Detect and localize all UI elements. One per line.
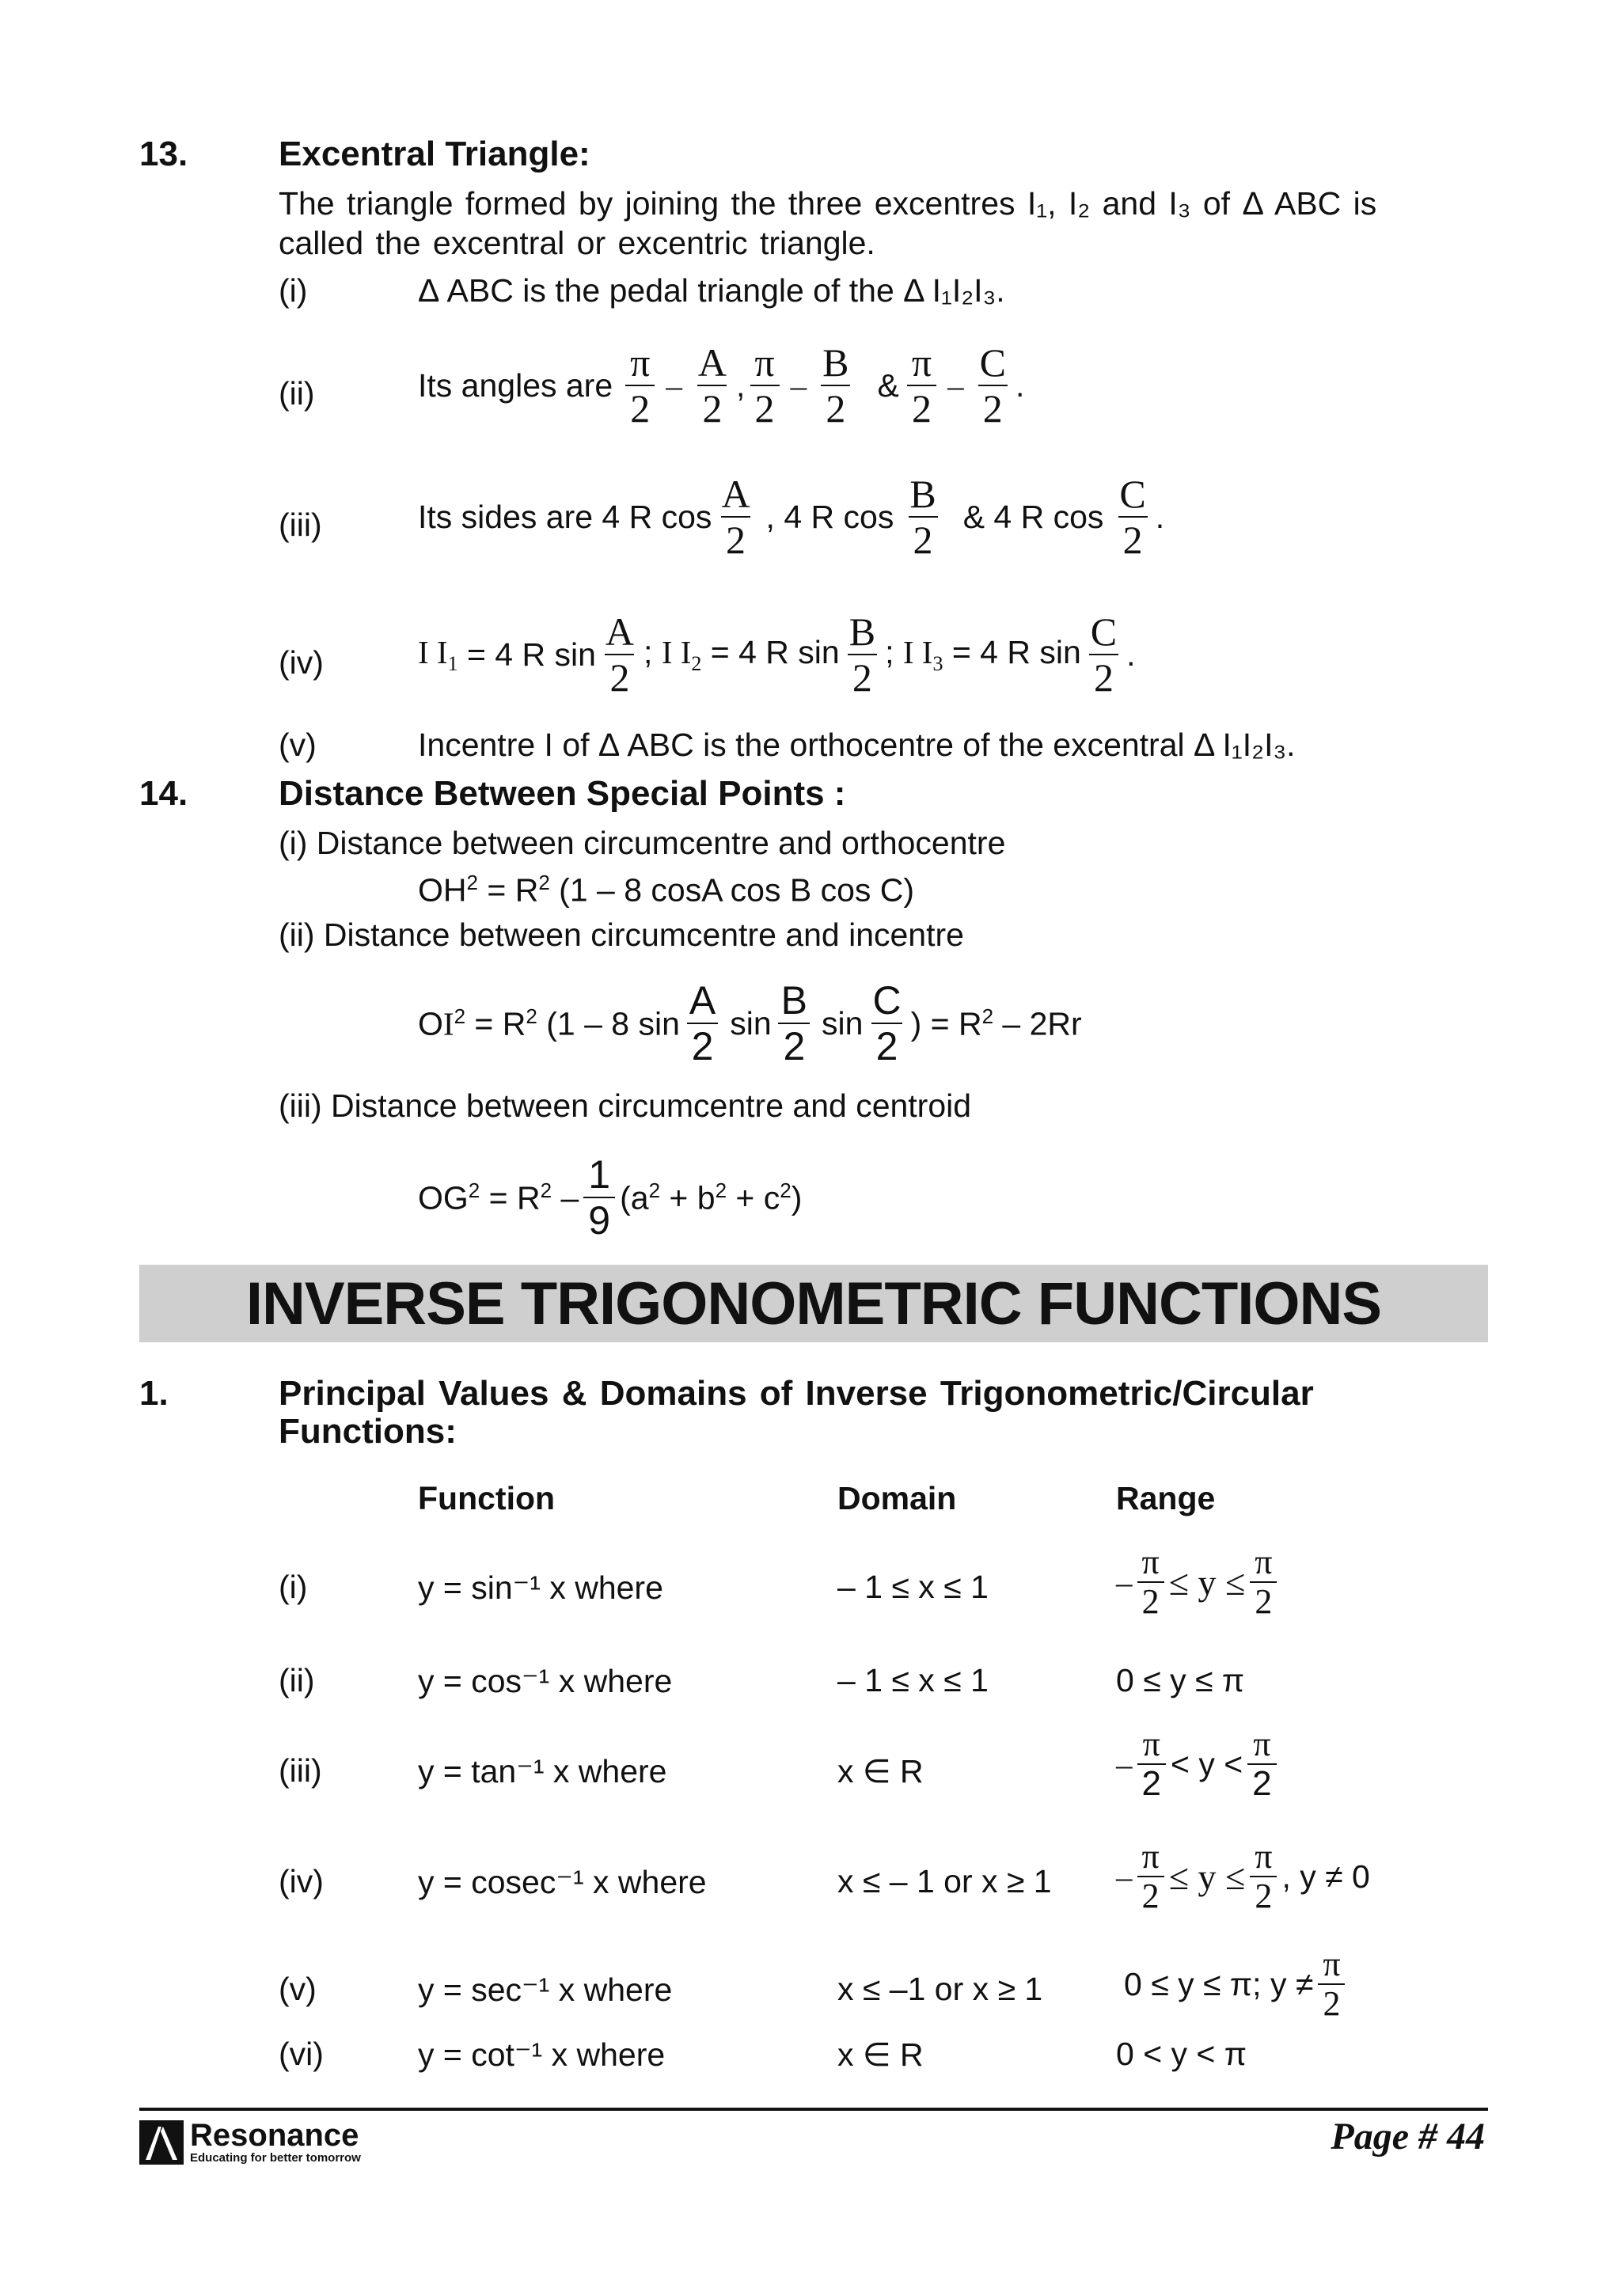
fraction: $\frac{C}{2}$ xyxy=(979,340,1006,431)
subsection-title: (ii) Distance between circumcentre and incentre xyxy=(279,917,964,953)
fraction: $\frac{\pi}{2}$ xyxy=(1250,1838,1277,1915)
item-label: (iv) xyxy=(279,644,324,681)
fraction: $\frac{\pi}{2}$ xyxy=(625,340,655,431)
subsection-title: (iii) Distance between circumcentre and centroid xyxy=(279,1087,972,1124)
row-label: (iv) xyxy=(279,1863,324,1899)
sides-formula: Its sides are 4 R cos $\frac{A}{2}$ , 4 R cos $\frac{B}{2}$ & 4 R cos $\frac{C}{2}$ . xyxy=(418,472,1165,562)
row-function: y = sin⁻¹ x where xyxy=(418,1569,663,1606)
page-number: Page # 44 xyxy=(1331,2116,1485,2157)
fraction: $\frac{C}{2}$ xyxy=(1090,609,1118,700)
fraction: $\frac{\pi}{2}$ xyxy=(1318,1945,1345,2023)
item-label: (i) xyxy=(279,272,308,309)
fraction: $\frac{C}{2}$ xyxy=(1119,472,1146,562)
intro-line: called the excentral or excentric triangle. xyxy=(279,225,875,261)
fraction: $\frac{\pi}{2}$ xyxy=(907,340,936,431)
angles-formula: Its angles are $\frac{\pi}{2}$ – $\frac{A}{2}$ , $\frac{\pi}{2}$ – $\frac{B}{2}$ & $\frac{\pi}{2}$ – $\frac{C}{2}$ . xyxy=(418,340,1025,431)
subsection-title: (i) Distance between circumcentre and orthocentre xyxy=(279,825,1006,861)
column-header-domain: Domain xyxy=(837,1480,957,1516)
row-range: 0 ≤ y ≤ π; y ≠ $\frac{\pi}{2}$ xyxy=(1124,1945,1350,2023)
section-title: Principal Values & Domains of Inverse Trigonometric/Circular xyxy=(279,1374,1314,1413)
row-function: y = tan⁻¹ x where xyxy=(418,1753,667,1789)
item-prefix: Its sides are 4 R cos xyxy=(418,498,712,535)
column-header-range: Range xyxy=(1116,1480,1216,1516)
item-text: Δ ABC is the pedal triangle of the Δ I₁I₂I₃. xyxy=(418,272,1005,309)
row-domain: x ≤ –1 or x ≥ 1 xyxy=(837,1971,1043,2007)
row-function: y = cosec⁻¹ x where xyxy=(418,1864,707,1900)
fraction: $\frac{A}{2}$ xyxy=(605,609,635,700)
row-domain: x ∈ R xyxy=(837,1753,924,1789)
item-label: (iii) xyxy=(279,507,322,543)
column-header-function: Function xyxy=(418,1480,556,1516)
row-domain: x ≤ – 1 or x ≥ 1 xyxy=(837,1863,1052,1899)
fraction: $\frac{\pi}{2}$ xyxy=(1247,1725,1276,1803)
row-label: (i) xyxy=(279,1569,308,1605)
section-number: 1. xyxy=(139,1374,169,1413)
section-number: 13. xyxy=(139,135,188,173)
fraction: $\frac{A}{2}$ xyxy=(697,340,727,431)
brand-name: Resonance xyxy=(190,2118,359,2153)
fraction: $\frac{A}{2}$ xyxy=(685,978,720,1068)
fraction: $\frac{A}{2}$ xyxy=(721,472,750,562)
footer-divider xyxy=(139,2108,1488,2111)
section-title: Functions: xyxy=(279,1412,457,1451)
item-label: (v) xyxy=(279,727,317,763)
excentre-distance-formula: I $I_1$ = 4 R sin $\frac{A}{2}$ ; I $I_2 = 4$ R sin $\frac{B}{2}$ ; I $I_3 = 4$ R sin $\frac{C}{2}$ . xyxy=(418,609,1136,700)
row-range: 0 ≤ y ≤ π xyxy=(1116,1662,1245,1698)
row-label: (iii) xyxy=(279,1752,322,1789)
fraction: $\frac{\pi}{2}$ xyxy=(1137,1543,1164,1621)
section-title: Excentral Triangle: xyxy=(279,135,590,173)
resonance-logo xyxy=(139,2118,361,2167)
fraction: $\frac{B}{2}$ xyxy=(776,978,812,1068)
row-domain: – 1 ≤ x ≤ 1 xyxy=(837,1662,989,1698)
fraction: $\frac{B}{2}$ xyxy=(909,472,936,562)
row-function: y = cos⁻¹ x where xyxy=(418,1663,673,1699)
row-label: (ii) xyxy=(279,1662,315,1698)
fraction: $\frac{\pi}{2}$ xyxy=(1250,1543,1277,1621)
chapter-banner xyxy=(139,1265,1488,1342)
item-text: Incentre I of Δ ABC is the orthocentre of the excentral Δ I₁I₂I₃. xyxy=(418,727,1296,763)
section-number: 14. xyxy=(139,774,188,813)
row-range: 0 < y < π xyxy=(1116,2036,1247,2072)
item-prefix: Its angles are xyxy=(418,366,613,404)
row-label: (v) xyxy=(279,1971,317,2007)
formula-og: $OG^2 = R^2$ – $\frac{1}{9}$ $(a^2 + b^2 + c^2)$ xyxy=(418,1152,803,1243)
brand-tagline: Educating for better tomorrow xyxy=(190,2151,361,2165)
intro-line: The triangle formed by joining the three excentres I₁, I₂ and I₃ of Δ ABC is xyxy=(279,185,1377,222)
logo-mark-icon xyxy=(139,2120,184,2165)
row-range: – $\frac{\pi}{2}$ ≤ y ≤ $\frac{\pi}{2}$ xyxy=(1116,1543,1281,1621)
row-domain: – 1 ≤ x ≤ 1 xyxy=(837,1569,989,1605)
fraction: $\frac{1}{9}$ xyxy=(583,1152,615,1243)
section-title: Distance Between Special Points : xyxy=(279,774,846,813)
fraction: $\frac{C}{2}$ xyxy=(872,978,902,1068)
row-domain: x ∈ R xyxy=(837,2036,924,2073)
row-range: – $\frac{\pi}{2}$ ≤ y ≤ $\frac{\pi}{2}$ , y ≠ 0 xyxy=(1116,1837,1370,1915)
item-label: (ii) xyxy=(279,375,315,412)
fraction: $\frac{B}{2}$ xyxy=(822,340,849,431)
fraction: $\frac{\pi}{2}$ xyxy=(1137,1838,1164,1915)
fraction: $\frac{B}{2}$ xyxy=(848,609,876,700)
row-label: (vi) xyxy=(279,2036,324,2072)
row-range: – $\frac{\pi}{2}$ < y < $\frac{\pi}{2}$ xyxy=(1116,1725,1281,1803)
fraction: $\frac{\pi}{2}$ xyxy=(750,340,779,431)
chapter-title: INVERSE TRIGONOMETRIC FUNCTIONS xyxy=(245,1269,1382,1338)
row-function: y = cot⁻¹ x where xyxy=(418,2036,666,2073)
formula-oi: $OI^2 = R^2$ (1 – 8 sin $\frac{A}{2}$ sin $\frac{B}{2}$ sin $\frac{C}{2}$ ) = $R^2 - 2Rr$ xyxy=(418,978,1082,1068)
row-function: y = sec⁻¹ x where xyxy=(418,1972,673,2008)
fraction: $\frac{\pi}{2}$ xyxy=(1137,1725,1166,1803)
formula-oh: $OH^2 = R^2$ (1 – 8 cosA cos B cos C) xyxy=(418,871,915,909)
